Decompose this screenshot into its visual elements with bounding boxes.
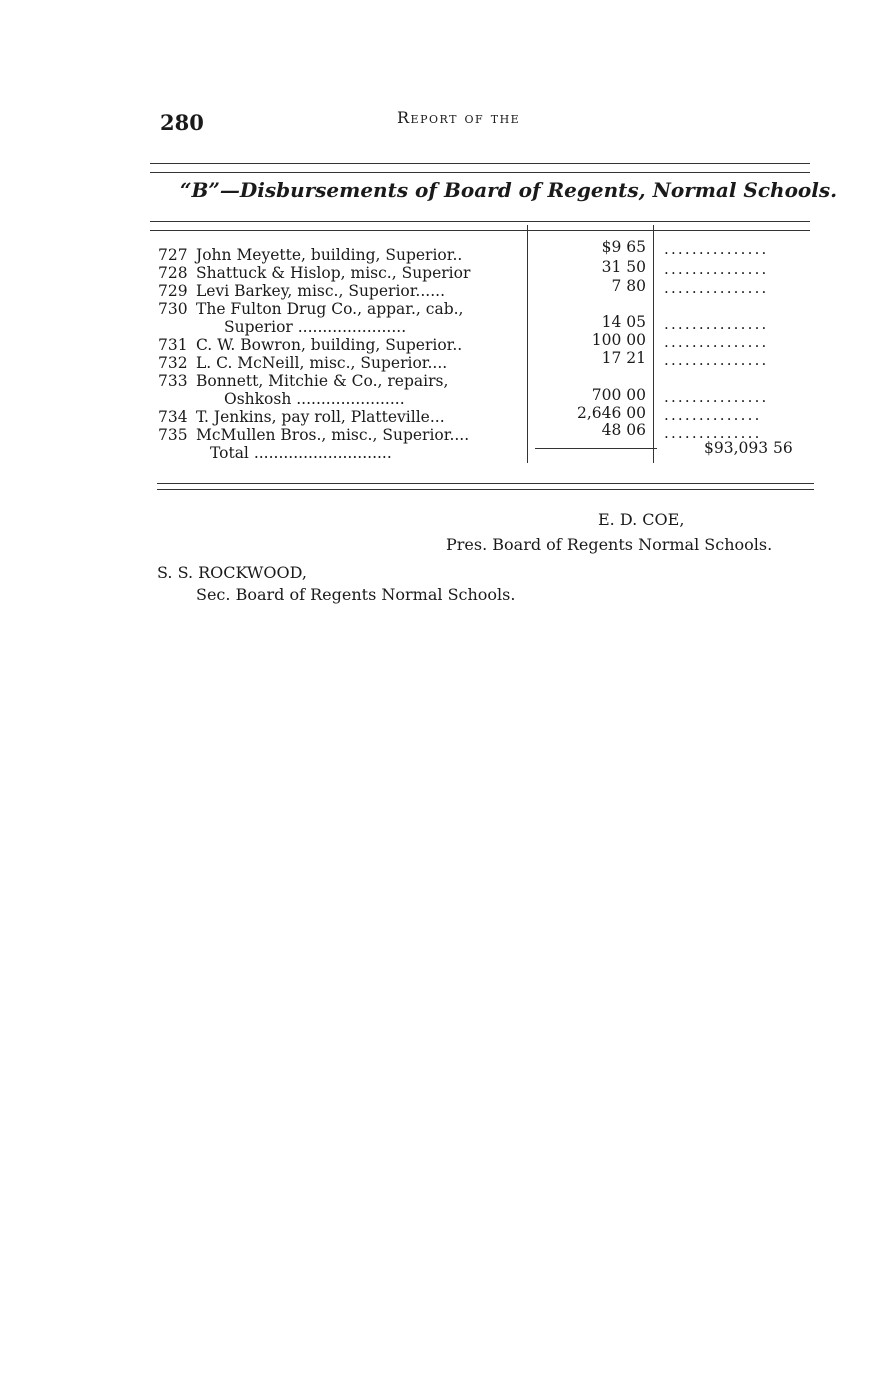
entry-number: 731 [158, 336, 188, 354]
table-header-rule [150, 230, 810, 231]
entry-amount: 14 05 [601, 313, 646, 331]
entry-number: 729 [158, 282, 188, 300]
entry-amount: 700 00 [591, 386, 646, 404]
entry-dots: ............... [664, 315, 769, 333]
entry-description: Shattuck & Hislop, misc., Superior [196, 264, 471, 282]
entry-description: McMullen Bros., misc., Superior.... [196, 426, 470, 444]
entry-row [158, 426, 469, 444]
total-label: Total ............................ [210, 444, 392, 462]
entry-number: 735 [158, 426, 188, 444]
top-rule-thin [150, 172, 810, 173]
entry-description-continued: Superior ...................... [224, 318, 407, 336]
entry-row [158, 354, 447, 372]
president-name: E. D. COE, [598, 510, 685, 529]
entry-continuation [158, 390, 405, 408]
entry-description: Bonnett, Mitchie & Co., repairs, [196, 372, 449, 390]
entry-number: 727 [158, 246, 188, 264]
president-title: Pres. Board of Regents Normal Schools. [446, 535, 773, 554]
entry-description-continued: Oshkosh ...................... [224, 390, 405, 408]
table-top-rule [150, 221, 810, 222]
entry-description: L. C. McNeill, misc., Superior.... [196, 354, 448, 372]
entry-number: 728 [158, 264, 188, 282]
entry-dots: ............... [664, 388, 769, 406]
entry-dots: ............... [664, 351, 769, 369]
entry-number: 733 [158, 372, 188, 390]
entry-amount: 17 21 [601, 349, 646, 367]
bottom-rule-thin [157, 489, 814, 490]
bottom-rule [157, 483, 814, 484]
running-head: Report of the [397, 108, 521, 127]
entry-number: 734 [158, 408, 188, 426]
entry-dots: ............... [664, 260, 769, 278]
subtotal-rule [535, 448, 657, 449]
secretary-title: Sec. Board of Regents Normal Schools. [196, 585, 516, 604]
entry-description: T. Jenkins, pay roll, Platteville... [196, 408, 445, 426]
entry-amount: 31 50 [601, 258, 646, 276]
entry-number: 732 [158, 354, 188, 372]
entry-dots: .............. [664, 424, 762, 442]
page-number: 280 [160, 110, 204, 135]
entry-amount: 48 06 [601, 421, 646, 439]
entry-row [158, 300, 463, 318]
entry-description: The Fulton Drug Co., appar., cab., [196, 300, 464, 318]
section-title: “B”—Disbursements of Board of Regents, Normal Schools. [180, 178, 838, 202]
entry-row [158, 408, 445, 426]
top-rule [150, 163, 810, 164]
entry-description: Levi Barkey, misc., Superior...... [196, 282, 445, 300]
entry-dots: ............... [664, 240, 769, 258]
entry-description: C. W. Bowron, building, Superior.. [196, 336, 463, 354]
entry-amount: 100 00 [591, 331, 646, 349]
entry-continuation [158, 318, 406, 336]
entry-row [158, 282, 445, 300]
secretary-name: S. S. ROCKWOOD, [157, 563, 307, 582]
total-amount: $93,093 56 [704, 439, 793, 457]
entry-dots: .............. [664, 406, 762, 424]
entry-amount: $9 65 [601, 238, 646, 256]
entry-amount: 7 80 [611, 277, 646, 295]
entry-dots: ............... [664, 333, 769, 351]
entry-amount: 2,646 00 [576, 404, 646, 422]
entry-row [158, 246, 462, 264]
entry-dots: ............... [664, 279, 769, 297]
entry-description: John Meyette, building, Superior.. [196, 246, 463, 264]
entry-row [158, 336, 462, 354]
entry-row [158, 372, 448, 390]
entry-number: 730 [158, 300, 188, 318]
column-divider-2 [653, 225, 654, 463]
entry-row [158, 264, 470, 282]
